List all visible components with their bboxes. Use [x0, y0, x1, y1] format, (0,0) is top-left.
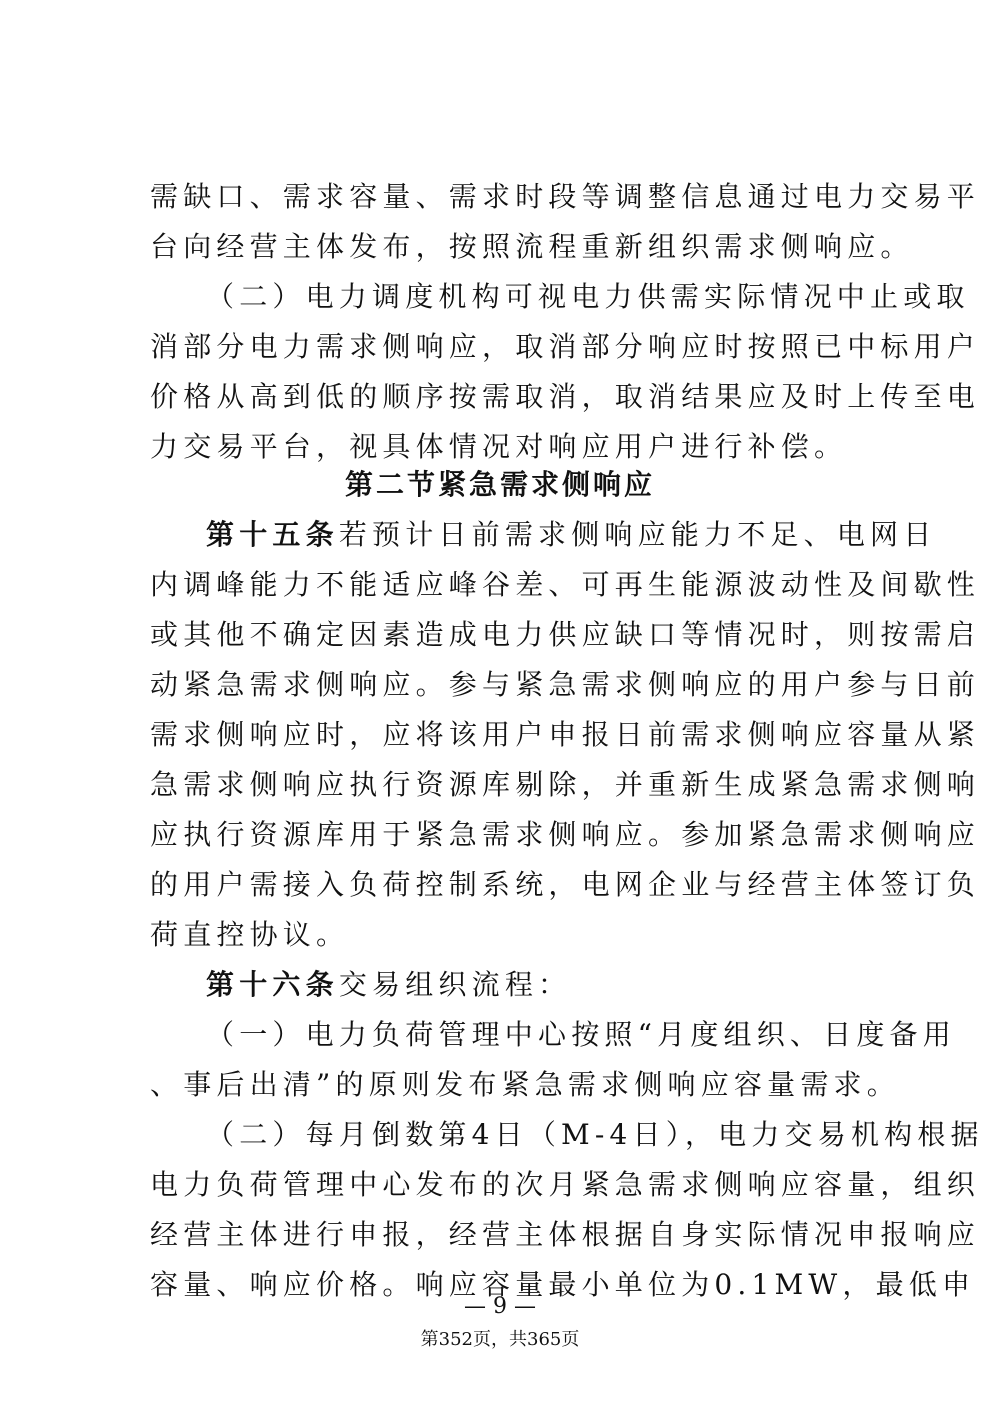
paragraph-line: 若预计日前需求侧响应能力不足、电网日 [338, 518, 937, 551]
paragraph-line: 需缺口、需求容量、需求时段等调整信息通过电力交易平 [150, 180, 981, 213]
article-label: 第十五条 [206, 518, 339, 551]
paragraph-line: 消部分电力需求侧响应，取消部分响应时按照已中标用户 [150, 330, 981, 363]
paragraph-line: 容量、响应价格。响应容量最小单位为0.1MW，最低申 [150, 1268, 976, 1301]
paragraph-line: 内调峰能力不能适应峰谷差、可再生能源波动性及间歇性 [150, 568, 981, 601]
paragraph-line: 或其他不确定因素造成电力供应缺口等情况时，则按需启 [150, 618, 981, 651]
paragraph-line: 的用户需接入负荷控制系统，电网企业与经营主体签订负 [150, 868, 981, 901]
paragraph-line: 荷直控协议。 [150, 918, 350, 951]
article-label: 第十六条 [206, 968, 339, 1001]
paragraph-line: （一）电力负荷管理中心按照“月度组织、日度备用 [206, 1018, 956, 1051]
paragraph-line: 应执行资源库用于紧急需求侧响应。参加紧急需求侧响应 [150, 818, 981, 851]
paragraph-line: 电力负荷管理中心发布的次月紧急需求侧响应容量，组织 [150, 1168, 981, 1201]
paragraph-line: 力交易平台，视具体情况对响应用户进行补偿。 [150, 430, 848, 463]
paragraph-line: （二）每月倒数第4日（M-4日），电力交易机构根据 [206, 1118, 984, 1151]
paragraph-line: 经营主体进行申报，经营主体根据自身实际情况申报响应 [150, 1218, 981, 1251]
article-15-first-line [206, 515, 937, 555]
paragraph-line: 急需求侧响应执行资源库剔除，并重新生成紧急需求侧响 [150, 768, 981, 801]
page-count: 第352页，共365页 [420, 1329, 580, 1350]
paragraph-line: 价格从高到低的顺序按需取消，取消结果应及时上传至电 [150, 380, 981, 413]
paragraph-line: 交易组织流程： [338, 968, 572, 1001]
paragraph-line: 台向经营主体发布，按照流程重新组织需求侧响应。 [150, 230, 914, 263]
paragraph-line: 、事后出清”的原则发布紧急需求侧响应容量需求。 [150, 1068, 900, 1101]
section-heading: 第二节紧急需求侧响应 [344, 468, 655, 501]
article-16-first-line [206, 965, 850, 1005]
page-number: — 9 — [464, 1294, 536, 1319]
paragraph-line: 需求侧响应时，应将该用户申报日前需求侧响应容量从紧 [150, 718, 981, 751]
paragraph-line: 动紧急需求侧响应。参与紧急需求侧响应的用户参与日前 [150, 668, 981, 701]
paragraph-line: （二）电力调度机构可视电力供需实际情况中止或取 [206, 280, 970, 313]
